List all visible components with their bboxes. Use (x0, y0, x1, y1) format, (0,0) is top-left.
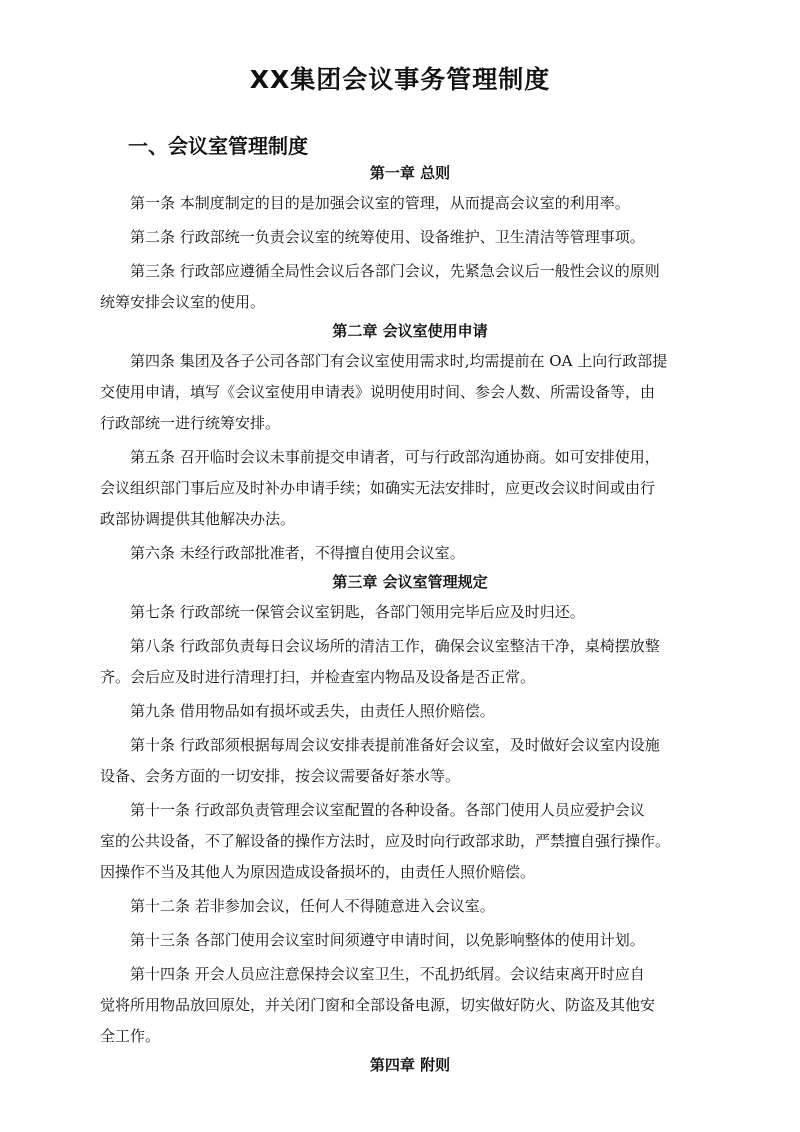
article-paragraph (100, 188, 720, 219)
article-line: 因操作不当及其他人为原因造成设备损坏的，由责任人照价赔偿。 (100, 863, 536, 881)
article-paragraph (100, 346, 720, 439)
article-paragraph (100, 597, 720, 628)
article-line: 第十条 行政部须根据每周会议安排表提前准备好会议室，及时做好会议室内设施 (130, 736, 660, 754)
chapter-heading: 第一章 总则 (369, 164, 451, 182)
article-line: 觉将所用物品放回原处，并关闭门窗和全部设备电源，切实做好防火、防盗及其他安 (100, 996, 656, 1014)
article-paragraph (100, 795, 720, 888)
section-heading: 一、会议室管理制度 (128, 134, 308, 158)
article-paragraph (100, 730, 720, 792)
chapter-heading: 第四章 附则 (369, 1056, 451, 1074)
article-line: 第七条 行政部统一保管会议室钥匙，各部门领用完毕后应及时归还。 (130, 603, 585, 621)
article-line: 齐。会后应及时进行清理打扫，并检查室内物品及设备是否正常。 (100, 668, 536, 686)
article-line: 第十四条 开会人员应注意保持会议室卫生，不乱扔纸屑。会议结束离开时应自 (130, 965, 645, 983)
article-paragraph (100, 256, 720, 318)
article-line: 会议组织部门事后应及时补办申请手续；如确实无法安排时，应更改会议时间或由行 (100, 479, 656, 497)
article-line: 第九条 借用物品如有损坏或丢失，由责任人照价赔偿。 (130, 702, 495, 720)
article-paragraph (100, 631, 720, 693)
article-line: 全工作。 (100, 1027, 161, 1045)
article-line: 室的公共设备，不了解设备的操作方法时，应及时向行政部求助，严禁擅自强行操作。 (100, 832, 671, 850)
article-line: 第五条 召开临时会议未事前提交申请者，可与行政部沟通协商。如可安排使用， (130, 448, 660, 466)
article-line: 第十一条 行政部负责管理会议室配置的各种设备。各部门使用人员应爱护会议 (130, 801, 645, 819)
article-line: 第三条 行政部应遵循全局性会议后各部门会议，先紧急会议后一般性会议的原则 (130, 262, 660, 280)
article-line: 第十三条 各部门使用会议室时间须遵守申请时间，以免影响整体的使用计划。 (130, 931, 645, 949)
article-line: 第二条 行政部统一负责会议室的统筹使用、设备维护、卫生清洁等管理事项。 (130, 228, 645, 246)
chapter-heading: 第三章 会议室管理规定 (332, 573, 488, 591)
article-line: 第十二条 若非参加会议，任何人不得随意进入会议室。 (130, 897, 495, 915)
article-line: 第四条 集团及各子公司各部门有会议室使用需求时,均需提前在 OA 上向行政部提 (130, 352, 668, 370)
chapter-heading: 第二章 会议室使用申请 (332, 322, 488, 340)
article-paragraph (100, 222, 720, 253)
article-paragraph (100, 538, 720, 569)
article-line: 政部协调提供其他解决办法。 (100, 510, 296, 528)
article-paragraph (100, 696, 720, 727)
article-line: 统筹安排会议室的使用。 (100, 293, 266, 311)
article-line: 第六条 未经行政部批准者，不得擅自使用会议室。 (130, 544, 465, 562)
article-line: 设备、会务方面的一切安排，按会议需要备好茶水等。 (100, 767, 461, 785)
article-paragraph (100, 959, 720, 1052)
article-paragraph (100, 442, 720, 535)
article-line: 第一条 本制度制定的目的是加强会议室的管理，从而提高会议室的利用率。 (130, 194, 630, 212)
article-line: 第八条 行政部负责每日会议场所的清洁工作，确保会议室整洁干净，桌椅摆放整 (130, 637, 660, 655)
document-title: XX集团会议事务管理制度 (249, 65, 551, 94)
article-line: 行政部统一进行统筹安排。 (100, 414, 281, 432)
article-line: 交使用申请，填写《会议室使用申请表》说明使用时间、参会人数、所需设备等，由 (100, 383, 656, 401)
article-paragraph (100, 925, 720, 956)
article-paragraph (100, 891, 720, 922)
document-body (100, 163, 720, 1080)
